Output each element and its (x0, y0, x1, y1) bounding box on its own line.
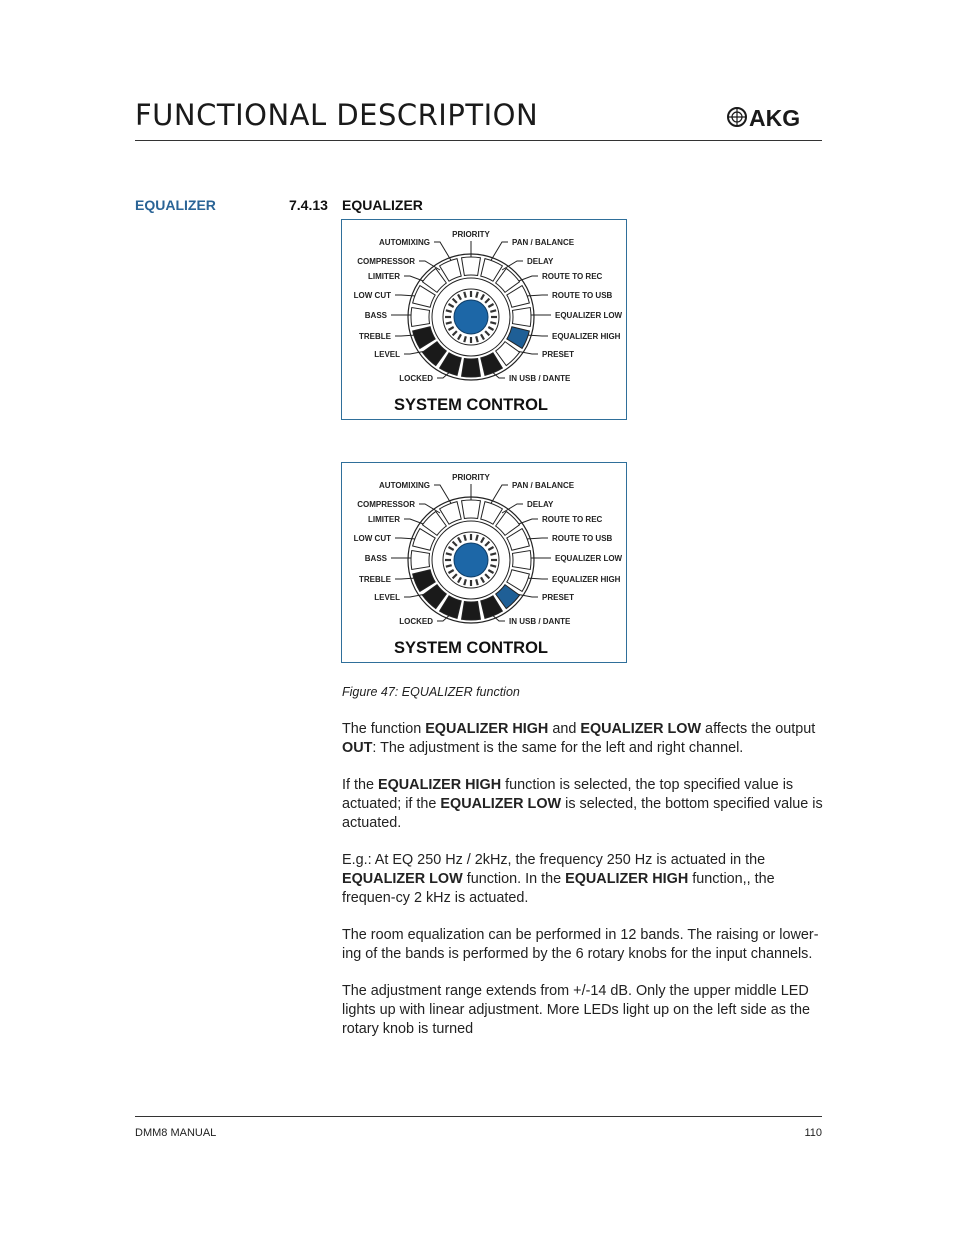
led-segment-in-usb-dante (462, 358, 481, 377)
label-equalizer-low: EQUALIZER LOW (555, 311, 623, 320)
led-segment-equalizer-high (496, 342, 520, 366)
label-route-to-usb: ROUTE TO USB (552, 534, 613, 543)
label-delay: DELAY (527, 500, 554, 509)
label-in-usb-dante: IN USB / DANTE (509, 617, 571, 626)
led-segment-priority (462, 500, 481, 519)
label-route-to-usb: ROUTE TO USB (552, 291, 613, 300)
label-low-cut: LOW CUT (353, 291, 391, 300)
system-control-label: SYSTEM CONTROL (393, 396, 549, 414)
led-segment-route-to-usb (512, 308, 531, 327)
page-title: FUNCTIONAL DESCRIPTION (135, 98, 539, 132)
label-route-to-rec: ROUTE TO REC (542, 515, 603, 524)
paragraph-example: E.g.: At EQ 250 Hz / 2kHz, the frequency 250 Hz is actuated in the EQUALIZER LOW function. In the EQUALIZER HIGH function,, the frequen-cy 2 kHz is actuated. (342, 852, 775, 906)
label-automixing: AUTOMIXING (379, 238, 430, 247)
led-segment-priority (462, 257, 481, 276)
label-limiter: LIMITER (368, 515, 400, 524)
label-level: LEVEL (374, 350, 400, 359)
system-control-panel-2 (341, 462, 627, 663)
label-route-to-rec: ROUTE TO REC (542, 272, 603, 281)
label-equalizer-high: EQUALIZER HIGH (552, 575, 621, 584)
label-level: LEVEL (374, 593, 400, 602)
led-segment-low-cut (422, 268, 446, 292)
led-segment-locked (422, 585, 446, 609)
footer-manual: DMM8 MANUAL (135, 1127, 217, 1139)
led-segment-treble (411, 308, 430, 327)
section-number: 7.4.13 (289, 197, 328, 213)
led-segment-treble (411, 551, 430, 570)
label-locked: LOCKED (399, 617, 433, 626)
label-locked: LOCKED (399, 374, 433, 383)
paragraph-bands: The room equalization can be performed in 12 bands. The raising or lower-ing of the bands is performed by the 6 rotary knobs for the input channels. (342, 927, 819, 962)
section-title: EQUALIZER (342, 197, 423, 213)
akg-logo (726, 103, 826, 131)
led-segment-route-to-usb (512, 551, 531, 570)
paragraph-equalizer-output: The function EQUALIZER HIGH and EQUALIZER LOW affects the output OUT: The adjustment is the same for the left and right channel. (342, 721, 816, 756)
label-equalizer-high: EQUALIZER HIGH (552, 332, 621, 341)
label-bass: BASS (364, 311, 387, 320)
label-preset: PRESET (542, 350, 575, 359)
header-rule (135, 140, 822, 141)
label-in-usb-dante: IN USB / DANTE (509, 374, 571, 383)
led-segment-locked (422, 342, 446, 366)
figure-caption: Figure 47: EQUALIZER function (342, 685, 520, 699)
label-delay: DELAY (527, 257, 554, 266)
label-treble: TREBLE (359, 332, 391, 341)
label-automixing: AUTOMIXING (379, 481, 430, 490)
label-bass: BASS (364, 554, 387, 563)
label-equalizer-low: EQUALIZER LOW (555, 554, 623, 563)
paragraph-range: The adjustment range extends from +/-14 dB. Only the upper middle LED lights up with linear adjustment. More LEDs light up on the left side as the rotary knob is turned (342, 983, 810, 1037)
label-pan-balance: PAN / BALANCE (512, 238, 575, 247)
label-priority: PRIORITY (452, 230, 490, 239)
paragraph-selection: If the EQUALIZER HIGH function is selected, the top specified value is actuated; if the EQUALIZER LOW is selected, the bottom specified value is actuated. (342, 777, 823, 831)
led-segment-delay (496, 268, 520, 292)
led-segment-delay (496, 511, 520, 535)
label-treble: TREBLE (359, 575, 391, 584)
footer-rule (135, 1116, 822, 1117)
svg-text:AKG: AKG (749, 105, 801, 131)
led-segment-in-usb-dante (462, 601, 481, 620)
label-compressor: COMPRESSOR (357, 500, 415, 509)
side-heading: EQUALIZER (135, 197, 216, 213)
label-limiter: LIMITER (368, 272, 400, 281)
label-pan-balance: PAN / BALANCE (512, 481, 575, 490)
page-number: 110 (804, 1127, 822, 1139)
label-priority: PRIORITY (452, 473, 490, 482)
system-control-label: SYSTEM CONTROL (393, 639, 549, 657)
label-low-cut: LOW CUT (353, 534, 391, 543)
rotary-knob (454, 543, 488, 577)
label-preset: PRESET (542, 593, 575, 602)
rotary-knob (454, 300, 488, 334)
led-segment-low-cut (422, 511, 446, 535)
system-control-panel-1 (341, 219, 627, 420)
label-compressor: COMPRESSOR (357, 257, 415, 266)
led-segment-equalizer-high (496, 585, 520, 609)
